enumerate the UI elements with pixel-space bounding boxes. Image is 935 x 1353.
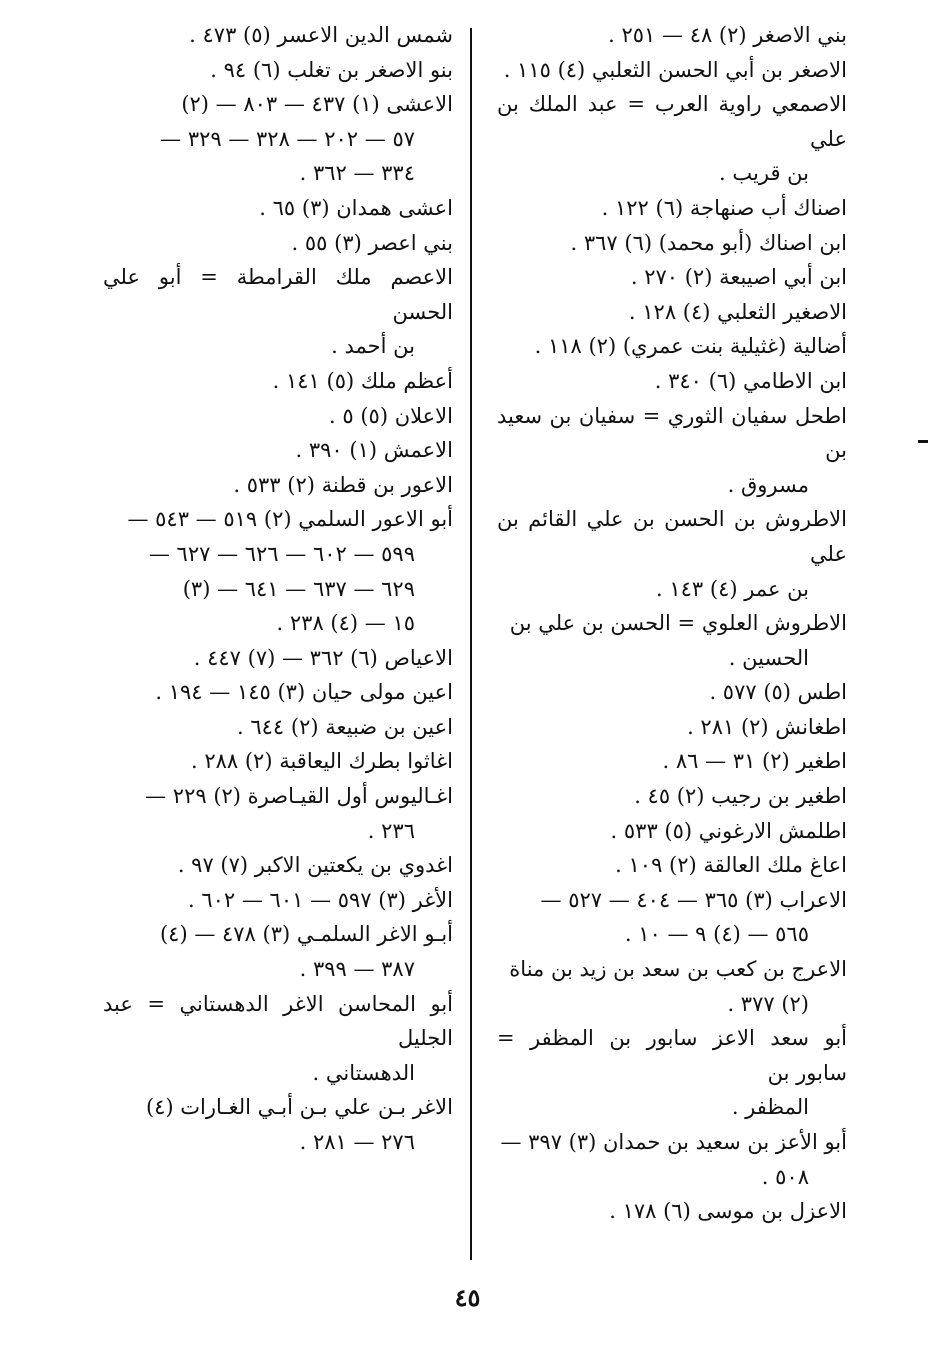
index-entry: [497, 814, 847, 849]
index-entry-line: اطغير (٢) ٣١ — ٨٦ .: [662, 749, 847, 774]
index-entry: [497, 710, 847, 745]
index-entry-continuation: ٢٣٦ .: [367, 818, 415, 843]
index-entry: [103, 364, 453, 399]
index-entry: [497, 226, 847, 261]
index-entry-line: الاعصم ملك القرامطة = أبو علي الحسن: [103, 265, 453, 324]
index-entry-continuation: ١٥ — (٤) ٢٣٨ .: [276, 611, 415, 636]
index-entry: [497, 606, 847, 675]
index-entry: [497, 364, 847, 399]
index-entry-line: اعين مولى حيان (٣) ١٤٥ — ١٩٤ .: [155, 680, 453, 705]
index-entry: [497, 1125, 847, 1194]
index-entry: [497, 53, 847, 88]
index-entry: [103, 744, 453, 779]
index-entry: [103, 399, 453, 434]
index-entry: [497, 191, 847, 226]
index-entry: [497, 87, 847, 191]
index-entry-line: الاصمعي راوية العرب = عبد الملك بن علي: [497, 92, 847, 151]
index-entry: [103, 18, 453, 53]
index-entry-line: أبو الأعز بن سعيد بن حمدان (٣) ٣٩٧ —: [500, 1130, 847, 1154]
index-entry-line: اعاغ ملك العالقة (٢) ١٠٩ .: [615, 853, 847, 878]
index-entry: [497, 744, 847, 779]
index-entry: [103, 433, 453, 468]
index-entry-line: الاعراب (٣) ٣٦٥ — ٤٠٤ — ٥٢٧ —: [540, 887, 847, 912]
index-entry: [497, 1021, 847, 1125]
index-entry: [103, 710, 453, 745]
index-entry-line: أضالية (غثيلية بنت عمري) (٢) ١١٨ .: [534, 334, 847, 359]
index-entry-line: الاطروش العلوي = الحسن بن علي بن: [509, 611, 847, 636]
index-entry-line: ابن أبي اصيبعة (٢) ٢٧٠ .: [630, 265, 847, 290]
index-entry: [103, 675, 453, 710]
index-entry-continuation: مسروق .: [727, 472, 809, 497]
index-entry: [497, 260, 847, 295]
index-entry-continuation: ٣٣٤ — ٣٦٢ .: [299, 161, 415, 186]
index-entry: [497, 329, 847, 364]
index-entry-line: بنو الاصغر بن تغلب (٦) ٩٤ .: [210, 57, 453, 82]
index-entry-line: الاصغير الثعلبي (٤) ١٢٨ .: [628, 299, 847, 324]
index-entry-line: الاعياص (٦) ٣٦٢ — (٧) ٤٤٧ .: [193, 645, 453, 670]
index-entry-line: أبـو الاغر السلمـي (٣) ٤٧٨ — (٤): [159, 922, 453, 947]
index-entry-line: اطلمش الارغوني (٥) ٥٣٣ .: [610, 818, 847, 843]
index-entry: [497, 502, 847, 606]
index-entry: [103, 87, 453, 191]
index-entry-line: الاغر بـن علي بـن أبـي الغـارات (٤): [145, 1095, 453, 1120]
index-entry-continuation: ٥٦٥ — (٤) ٩ — ١٠ .: [624, 922, 809, 947]
index-entry-line: اطس (٥) ٥٧٧ .: [709, 680, 847, 705]
index-entry-line: الاعمش (١) ٣٩٠ .: [295, 438, 453, 463]
index-entry-line: اصناك أب صنهاجة (٦) ١٢٢ .: [601, 195, 847, 220]
index-entry-continuation: ٢٧٦ — ٢٨١ .: [299, 1130, 415, 1154]
index-entry: [103, 53, 453, 88]
index-entry-line: الاعزل بن موسى (٦) ١٧٨ .: [609, 1199, 847, 1224]
index-entry-line: اطحل سفيان الثوري = سفيان بن سعيد بن: [497, 403, 847, 463]
index-column-right: [497, 18, 847, 1229]
index-entry-line: الاعرج بن كعب بن سعد بن زيد بن مناة: [509, 957, 847, 982]
index-entry-line: أبو سعد الاعز سابور بن المظفر = سابور بن: [497, 1026, 847, 1085]
index-entry: [103, 502, 453, 640]
index-entry: [103, 883, 453, 918]
index-entry-continuation: بن أحمد .: [331, 334, 415, 359]
index-entry-line: أعظم ملك (٥) ١٤١ .: [272, 368, 453, 393]
margin-mark: [918, 440, 928, 443]
index-entry-continuation: ٥٧ — ٢٠٢ — ٣٢٨ — ٣٢٩ —: [160, 126, 415, 151]
index-entry: [103, 779, 453, 848]
index-entry-line: الاصغر بن أبي الحسن الثعلبي (٤) ١١٥ .: [503, 57, 847, 82]
index-entry-continuation: الدهستاني .: [312, 1060, 415, 1085]
index-entry-continuation: ٦٢٩ — ٦٣٧ — ٦٤١ — (٣): [182, 576, 415, 601]
index-entry-line: اغدوي بن يكعتين الاكبر (٧) ٩٧ .: [177, 853, 453, 878]
index-entry-line: ابن اصناك (أبو محمد) (٦) ٣٦٧ .: [570, 230, 847, 255]
index-entry-continuation: ٥٩٩ — ٦٠٢ — ٦٢٦ — ٦٢٧ —: [148, 541, 415, 566]
index-entry-line: الاعشى (١) ٤٣٧ — ٨٠٣ — (٢): [181, 92, 453, 117]
index-entry-continuation: الحسين .: [728, 645, 809, 670]
index-entry-continuation: بن عمر (٤) ١٤٣ .: [656, 576, 809, 601]
page-number: ٤٥: [454, 1283, 481, 1312]
index-entry: [103, 917, 453, 986]
index-entry-line: الاعور بن قطنة (٢) ٥٣٣ .: [233, 472, 453, 497]
index-entry: [497, 952, 847, 1021]
index-entry: [497, 883, 847, 952]
index-entry-line: شمس الدين الاعسر (٥) ٤٧٣ .: [189, 23, 453, 47]
index-entry: [497, 848, 847, 883]
index-entry-line: اطغانش (٢) ٢٨١ .: [687, 714, 847, 739]
index-entry: [103, 468, 453, 503]
index-entry-line: اعين بن ضبيعة (٢) ٦٤٤ .: [237, 714, 453, 739]
index-entry: [103, 1090, 453, 1159]
index-entry-line: اطغير بن رجيب (٢) ٤٥ .: [634, 784, 847, 809]
index-entry: [103, 641, 453, 676]
index-entry-line: بني اعصر (٣) ٥٥ .: [291, 230, 453, 255]
index-entry: [103, 260, 453, 364]
index-entry-line: بني الاصغر (٢) ٤٨ — ٢٥١ .: [608, 23, 847, 47]
index-entry-line: الاعلان (٥) ٥ .: [329, 403, 453, 428]
index-entry: [497, 1194, 847, 1229]
index-entry-line: أبو الاعور السلمي (٢) ٥١٩ — ٥٤٣ —: [127, 507, 453, 532]
index-entry-continuation: المظفر .: [731, 1095, 809, 1120]
index-entry: [497, 18, 847, 53]
index-entry: [103, 848, 453, 883]
index-entry-line: الاطروش بن الحسن بن علي القائم بن علي: [497, 507, 847, 566]
column-divider: [470, 28, 472, 1260]
index-entry: [103, 987, 453, 1091]
index-entry-line: أبو المحاسن الاغر الدهستاني = عبد الجليل: [103, 991, 453, 1051]
index-entry-line: الأغر (٣) ٥٩٧ — ٦٠١ — ٦٠٢ .: [187, 887, 453, 912]
index-entry-line: اغـاليوس أول القيـاصرة (٢) ٢٢٩ —: [145, 784, 453, 809]
index-entry: [103, 191, 453, 226]
index-entry-continuation: (٢) ٣٧٧ .: [727, 991, 809, 1016]
index-entry: [497, 675, 847, 710]
index-entry-line: ابن الاطامي (٦) ٣٤٠ .: [654, 368, 847, 393]
index-entry: [497, 779, 847, 814]
index-entry: [497, 399, 847, 503]
index-entry-continuation: ٥٠٨ .: [761, 1164, 809, 1189]
index-entry: [103, 226, 453, 261]
index-entry-line: اعشى همدان (٣) ٦٥ .: [259, 195, 453, 220]
index-entry-line: اغاثوا بطرك اليعاقبة (٢) ٢٨٨ .: [190, 749, 453, 774]
index-entry-continuation: ٣٨٧ — ٣٩٩ .: [299, 957, 415, 982]
index-column-left: [103, 18, 453, 1160]
index-entry: [497, 295, 847, 330]
index-entry-continuation: بن قريب .: [719, 161, 809, 186]
